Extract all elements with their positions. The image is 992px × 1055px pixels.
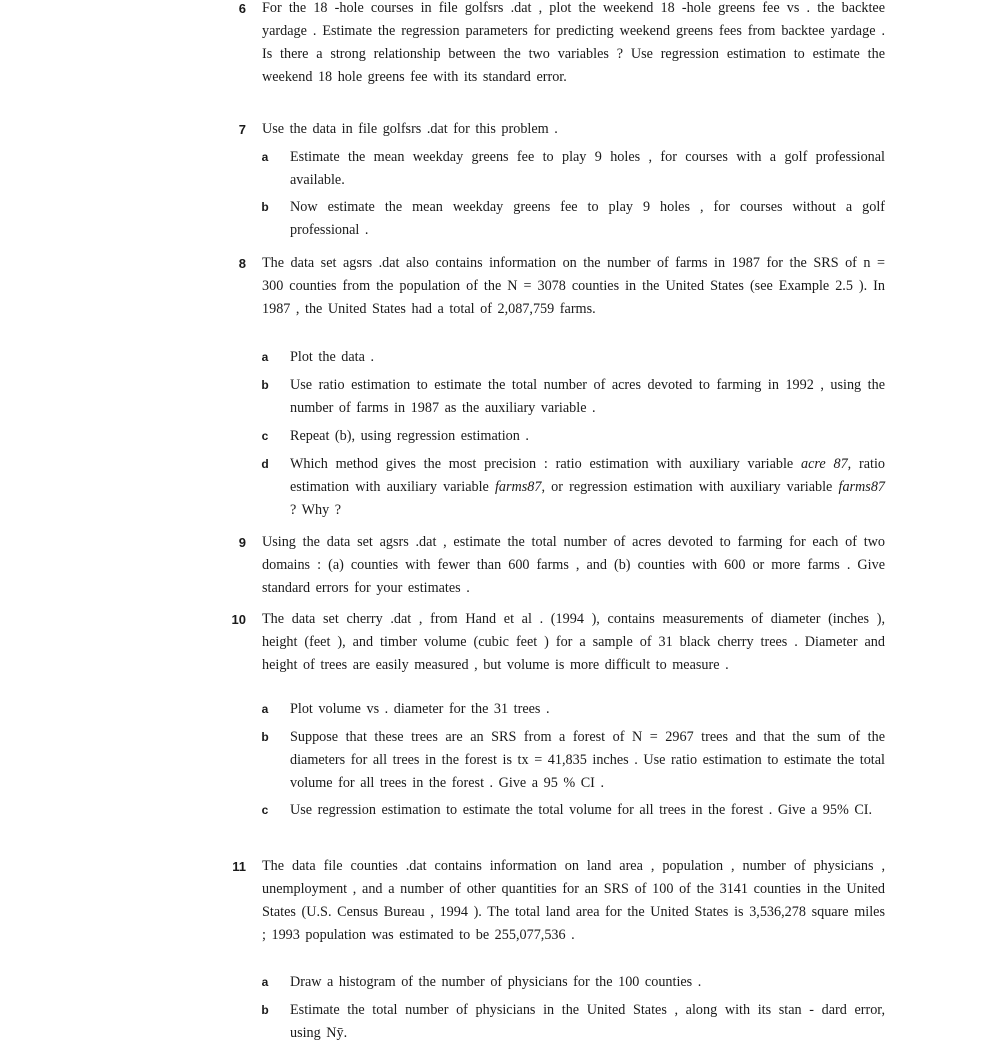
problem-number: 10: [231, 612, 246, 627]
problem-number: 7: [238, 122, 246, 137]
part-label: b: [261, 378, 269, 392]
part-label: d: [261, 457, 269, 471]
problem-text: For the 18 -hole courses in file golfsrs .dat , plot the weekend 18 -hole greens fee vs . the backtee yardage . Estimate the regression parameters for predicting weekend greens fees from backtee yardage . Is there a strong relationship between the two variables ? Use regression estimation to estimate the weekend 18 hole greens fee with its standard error.: [262, 0, 885, 85]
problem-number: 6: [238, 1, 246, 16]
part-label: b: [261, 1003, 269, 1017]
problem-text: Use the data in file golfsrs .dat for this problem .: [262, 121, 558, 137]
part-text: Use ratio estimation to estimate the total number of acres devoted to farming in 1992 , using the number of farms in 1987 as the auxiliary variable .: [290, 377, 885, 416]
part-text: Draw a histogram of the number of physicians for the 100 counties .: [290, 974, 702, 990]
problem-text: The data file counties .dat contains information on land area , population , number of physicians , unemployment , and a number of other quantities for an SRS of 100 of the 3141 counties in the United States (U.S. Census Bureau , 1994 ). The total land area for the United States is 3,536,278 square miles ; 1993 population was estimated to be 255,077,536 .: [262, 858, 885, 943]
part-label: a: [261, 350, 269, 364]
part-label: b: [261, 200, 269, 214]
part-label: a: [261, 975, 269, 989]
problem-text: Using the data set agsrs .dat , estimate the total number of acres devoted to farming for each of two domains : (a) counties with fewer than 600 farms , and (b) counties with 600 or more farms . Give standard errors for your estimates .: [262, 534, 885, 596]
part-label: c: [261, 429, 269, 443]
part-text: Estimate the mean weekday greens fee to play 9 holes , for courses with a golf professional available.: [290, 149, 885, 188]
problem-text: The data set cherry .dat , from Hand et al . (1994 ), contains measurements of diameter (inches ), height (feet ), and timber volume (cubic feet ) for a sample of 31 black cherry trees . Diameter and height of trees are easily measured , but volume is more difficult to measure .: [262, 611, 885, 673]
part-text: Estimate the total number of physicians in the United States , along with its stan - dard error, using Nȳ.: [290, 1002, 885, 1041]
part-text: Use regression estimation to estimate the total volume for all trees in the forest . Give a 95% CI.: [290, 802, 873, 818]
part-label: a: [261, 150, 269, 164]
problem-number: 9: [238, 535, 246, 550]
part-text: Plot the data .: [290, 349, 375, 365]
problem-number: 8: [238, 256, 246, 271]
problem-text: The data set agsrs .dat also contains information on the number of farms in 1987 for the SRS of n = 300 counties from the population of the N = 3078 counties in the United States (see Example 2.5 ). In 1987 , the United States had a total of 2,087,759 farms.: [262, 255, 885, 317]
part-label: b: [261, 730, 269, 744]
variable-farms87: farms87: [838, 479, 886, 495]
part-label: c: [261, 803, 269, 817]
part-text: Suppose that these trees are an SRS from a forest of N = 2967 trees and that the sum of the diameters for all trees in the forest is tx = 41,835 inches . Use ratio estimation to estimate the total volume for all trees in the forest . Give a 95 % CI .: [290, 729, 885, 791]
part-text: Which method gives the most precision : ratio estimation with auxiliary variable acre 87, ratio estimation with auxiliary variable farms87, or regression estimation with auxiliary variable farms87 ? Why ?: [290, 456, 886, 518]
part-text: Plot volume vs . diameter for the 31 trees .: [290, 701, 550, 717]
part-text: Now estimate the mean weekday greens fee to play 9 holes , for courses without a golf professional .: [290, 199, 885, 238]
problem-number: 11: [232, 859, 246, 874]
variable-farms87: farms87: [494, 479, 542, 495]
part-label: a: [261, 702, 269, 716]
part-text: Repeat (b), using regression estimation .: [290, 428, 529, 444]
variable-acre87: acre 87: [801, 456, 848, 472]
